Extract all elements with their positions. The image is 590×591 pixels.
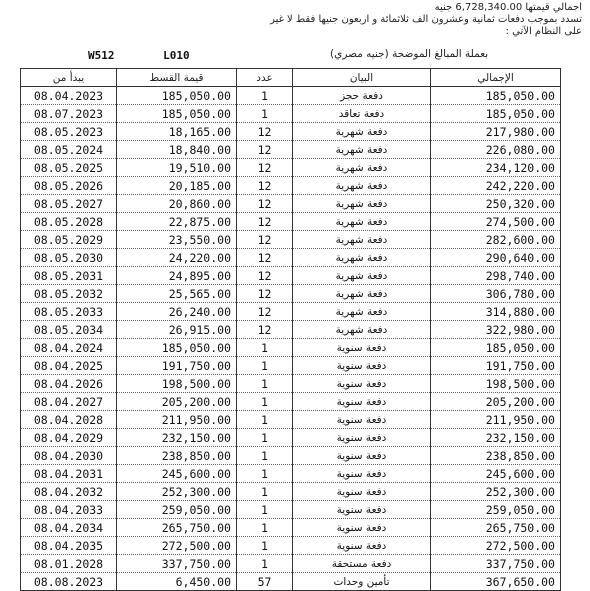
unit-code: W512	[88, 49, 115, 62]
start-date-cell: 08.04.2032	[21, 483, 117, 501]
table-row	[21, 519, 561, 537]
table-body	[21, 87, 561, 591]
description-cell: دفعة سنوية	[293, 537, 431, 555]
count-cell: 1	[237, 105, 293, 123]
count-cell: 12	[237, 213, 293, 231]
amount-cell: 185,050.00	[117, 339, 237, 357]
count-cell: 12	[237, 123, 293, 141]
description-cell: دفعة شهرية	[293, 123, 431, 141]
description-cell: دفعة حجز	[293, 87, 431, 105]
table-row	[21, 483, 561, 501]
table-row	[21, 393, 561, 411]
description-cell: دفعة سنوية	[293, 411, 431, 429]
amount-cell: 245,600.00	[117, 465, 237, 483]
count-cell: 1	[237, 447, 293, 465]
amount-cell: 337,750.00	[117, 555, 237, 573]
count-cell: 1	[237, 537, 293, 555]
count-cell: 12	[237, 285, 293, 303]
description-cell: دفعة سنوية	[293, 465, 431, 483]
total-cell: 185,050.00	[431, 105, 561, 123]
description-cell: دفعة شهرية	[293, 213, 431, 231]
currency-note: بعملة المبالغ الموضحة (جنيه مصري)	[330, 48, 489, 60]
count-cell: 1	[237, 501, 293, 519]
table-row	[21, 375, 561, 393]
table-row	[21, 321, 561, 339]
description-cell: دفعة شهرية	[293, 195, 431, 213]
description-cell: دفعة شهرية	[293, 141, 431, 159]
start-date-cell: 08.04.2027	[21, 393, 117, 411]
start-date-cell: 08.05.2028	[21, 213, 117, 231]
amount-cell: 23,550.00	[117, 231, 237, 249]
amount-cell: 205,200.00	[117, 393, 237, 411]
total-cell: 367,650.00	[431, 573, 561, 591]
amount-cell: 6,450.00	[117, 573, 237, 591]
total-cell: 272,500.00	[431, 537, 561, 555]
count-cell: 12	[237, 231, 293, 249]
description-cell: دفعة سنوية	[293, 519, 431, 537]
description-cell: دفعة سنوية	[293, 339, 431, 357]
count-cell: 1	[237, 429, 293, 447]
start-date-cell: 08.01.2028	[21, 555, 117, 573]
total-cell: 290,640.00	[431, 249, 561, 267]
table-row	[21, 141, 561, 159]
start-date-cell: 08.04.2033	[21, 501, 117, 519]
count-cell: 57	[237, 573, 293, 591]
start-date-cell: 08.05.2033	[21, 303, 117, 321]
table-row	[21, 249, 561, 267]
amount-cell: 211,950.00	[117, 411, 237, 429]
amount-cell: 198,500.00	[117, 375, 237, 393]
start-date-cell: 08.07.2023	[21, 105, 117, 123]
count-cell: 12	[237, 303, 293, 321]
amount-cell: 238,850.00	[117, 447, 237, 465]
total-cell: 274,500.00	[431, 213, 561, 231]
count-cell: 12	[237, 177, 293, 195]
description-cell: دفعة سنوية	[293, 429, 431, 447]
count-cell: 1	[237, 87, 293, 105]
description-cell: دفعة شهرية	[293, 249, 431, 267]
amount-cell: 24,895.00	[117, 267, 237, 285]
amount-cell: 22,875.00	[117, 213, 237, 231]
header-line-2: تسدد بموجب دفعات ثمانية وعشرون الف ثلاثمائة و اربعون جنيها فقط لا غير	[270, 14, 582, 25]
count-cell: 12	[237, 195, 293, 213]
table-row	[21, 573, 561, 591]
description-cell: دفعة سنوية	[293, 447, 431, 465]
table-row	[21, 123, 561, 141]
total-cell: 238,850.00	[431, 447, 561, 465]
total-cell: 298,740.00	[431, 267, 561, 285]
start-date-cell: 08.04.2035	[21, 537, 117, 555]
start-date-cell: 08.05.2030	[21, 249, 117, 267]
description-cell: دفعة سنوية	[293, 393, 431, 411]
count-cell: 12	[237, 159, 293, 177]
count-cell: 1	[237, 357, 293, 375]
table-row	[21, 411, 561, 429]
start-date-cell: 08.08.2023	[21, 573, 117, 591]
start-date-cell: 08.05.2027	[21, 195, 117, 213]
table-row	[21, 303, 561, 321]
header-line-3: على النظام الآتي :	[505, 26, 582, 37]
header-line-1: اجمالي قيمتها 6,728,340.00 جنيه	[434, 2, 582, 13]
total-cell: 252,300.00	[431, 483, 561, 501]
total-cell: 306,780.00	[431, 285, 561, 303]
table-row	[21, 213, 561, 231]
amount-cell: 26,240.00	[117, 303, 237, 321]
total-cell: 265,750.00	[431, 519, 561, 537]
description-cell: دفعة سنوية	[293, 483, 431, 501]
amount-cell: 25,565.00	[117, 285, 237, 303]
amount-cell: 232,150.00	[117, 429, 237, 447]
description-cell: دفعة سنوية	[293, 375, 431, 393]
total-cell: 185,050.00	[431, 87, 561, 105]
amount-cell: 185,050.00	[117, 87, 237, 105]
table-header-row	[21, 69, 561, 87]
table-row	[21, 537, 561, 555]
amount-cell: 24,220.00	[117, 249, 237, 267]
level-code: L010	[163, 49, 190, 62]
start-date-cell: 08.05.2031	[21, 267, 117, 285]
start-date-cell: 08.04.2028	[21, 411, 117, 429]
table-row	[21, 501, 561, 519]
description-cell: دفعة سنوية	[293, 357, 431, 375]
table-row	[21, 105, 561, 123]
column-header-count: عدد	[237, 69, 293, 87]
table-row	[21, 339, 561, 357]
unit-codes	[88, 49, 232, 62]
column-header-start-date: يبدأ من	[21, 69, 117, 87]
column-header-amount: قيمة القسط	[117, 69, 237, 87]
table-row	[21, 159, 561, 177]
count-cell: 1	[237, 483, 293, 501]
amount-cell: 272,500.00	[117, 537, 237, 555]
total-cell: 226,080.00	[431, 141, 561, 159]
amount-cell: 265,750.00	[117, 519, 237, 537]
amount-cell: 18,840.00	[117, 141, 237, 159]
amount-cell: 20,185.00	[117, 177, 237, 195]
total-cell: 337,750.00	[431, 555, 561, 573]
total-cell: 242,220.00	[431, 177, 561, 195]
table-row	[21, 555, 561, 573]
total-cell: 217,980.00	[431, 123, 561, 141]
table-row	[21, 87, 561, 105]
amount-cell: 185,050.00	[117, 105, 237, 123]
total-cell: 322,980.00	[431, 321, 561, 339]
start-date-cell: 08.05.2034	[21, 321, 117, 339]
description-cell: دفعة شهرية	[293, 303, 431, 321]
amount-cell: 191,750.00	[117, 357, 237, 375]
description-cell: دفعة شهرية	[293, 231, 431, 249]
total-cell: 191,750.00	[431, 357, 561, 375]
start-date-cell: 08.04.2031	[21, 465, 117, 483]
count-cell: 1	[237, 393, 293, 411]
table-row	[21, 195, 561, 213]
description-cell: دفعة شهرية	[293, 267, 431, 285]
total-cell: 185,050.00	[431, 339, 561, 357]
count-cell: 12	[237, 141, 293, 159]
description-cell: دفعة مستحقة	[293, 555, 431, 573]
table-row	[21, 429, 561, 447]
total-cell: 282,600.00	[431, 231, 561, 249]
count-cell: 1	[237, 375, 293, 393]
amount-cell: 26,915.00	[117, 321, 237, 339]
column-header-total: الإجمالي	[431, 69, 561, 87]
start-date-cell: 08.05.2023	[21, 123, 117, 141]
start-date-cell: 08.04.2023	[21, 87, 117, 105]
start-date-cell: 08.05.2025	[21, 159, 117, 177]
description-cell: دفعة تعاقد	[293, 105, 431, 123]
start-date-cell: 08.05.2029	[21, 231, 117, 249]
description-cell: تأمين وحدات	[293, 573, 431, 591]
table-row	[21, 231, 561, 249]
amount-cell: 18,165.00	[117, 123, 237, 141]
table-row	[21, 267, 561, 285]
start-date-cell: 08.04.2029	[21, 429, 117, 447]
count-cell: 12	[237, 267, 293, 285]
total-cell: 314,880.00	[431, 303, 561, 321]
total-cell: 198,500.00	[431, 375, 561, 393]
count-cell: 1	[237, 519, 293, 537]
description-cell: دفعة شهرية	[293, 159, 431, 177]
description-cell: دفعة سنوية	[293, 501, 431, 519]
start-date-cell: 08.05.2024	[21, 141, 117, 159]
amount-cell: 20,860.00	[117, 195, 237, 213]
column-header-description: البيان	[293, 69, 431, 87]
count-cell: 1	[237, 555, 293, 573]
amount-cell: 259,050.00	[117, 501, 237, 519]
start-date-cell: 08.04.2030	[21, 447, 117, 465]
count-cell: 1	[237, 465, 293, 483]
table-row	[21, 465, 561, 483]
total-cell: 234,120.00	[431, 159, 561, 177]
amount-cell: 252,300.00	[117, 483, 237, 501]
total-cell: 259,050.00	[431, 501, 561, 519]
total-cell: 232,150.00	[431, 429, 561, 447]
start-date-cell: 08.05.2032	[21, 285, 117, 303]
total-cell: 250,320.00	[431, 195, 561, 213]
table-row	[21, 177, 561, 195]
table-row	[21, 447, 561, 465]
total-cell: 211,950.00	[431, 411, 561, 429]
start-date-cell: 08.04.2025	[21, 357, 117, 375]
table-row	[21, 285, 561, 303]
description-cell: دفعة شهرية	[293, 285, 431, 303]
start-date-cell: 08.04.2024	[21, 339, 117, 357]
total-cell: 205,200.00	[431, 393, 561, 411]
count-cell: 12	[237, 321, 293, 339]
total-cell: 245,600.00	[431, 465, 561, 483]
description-cell: دفعة شهرية	[293, 177, 431, 195]
start-date-cell: 08.04.2026	[21, 375, 117, 393]
table-row	[21, 357, 561, 375]
count-cell: 1	[237, 339, 293, 357]
start-date-cell: 08.05.2026	[21, 177, 117, 195]
start-date-cell: 08.04.2034	[21, 519, 117, 537]
count-cell: 1	[237, 411, 293, 429]
amount-cell: 19,510.00	[117, 159, 237, 177]
count-cell: 12	[237, 249, 293, 267]
description-cell: دفعة شهرية	[293, 321, 431, 339]
installments-table	[20, 68, 561, 591]
